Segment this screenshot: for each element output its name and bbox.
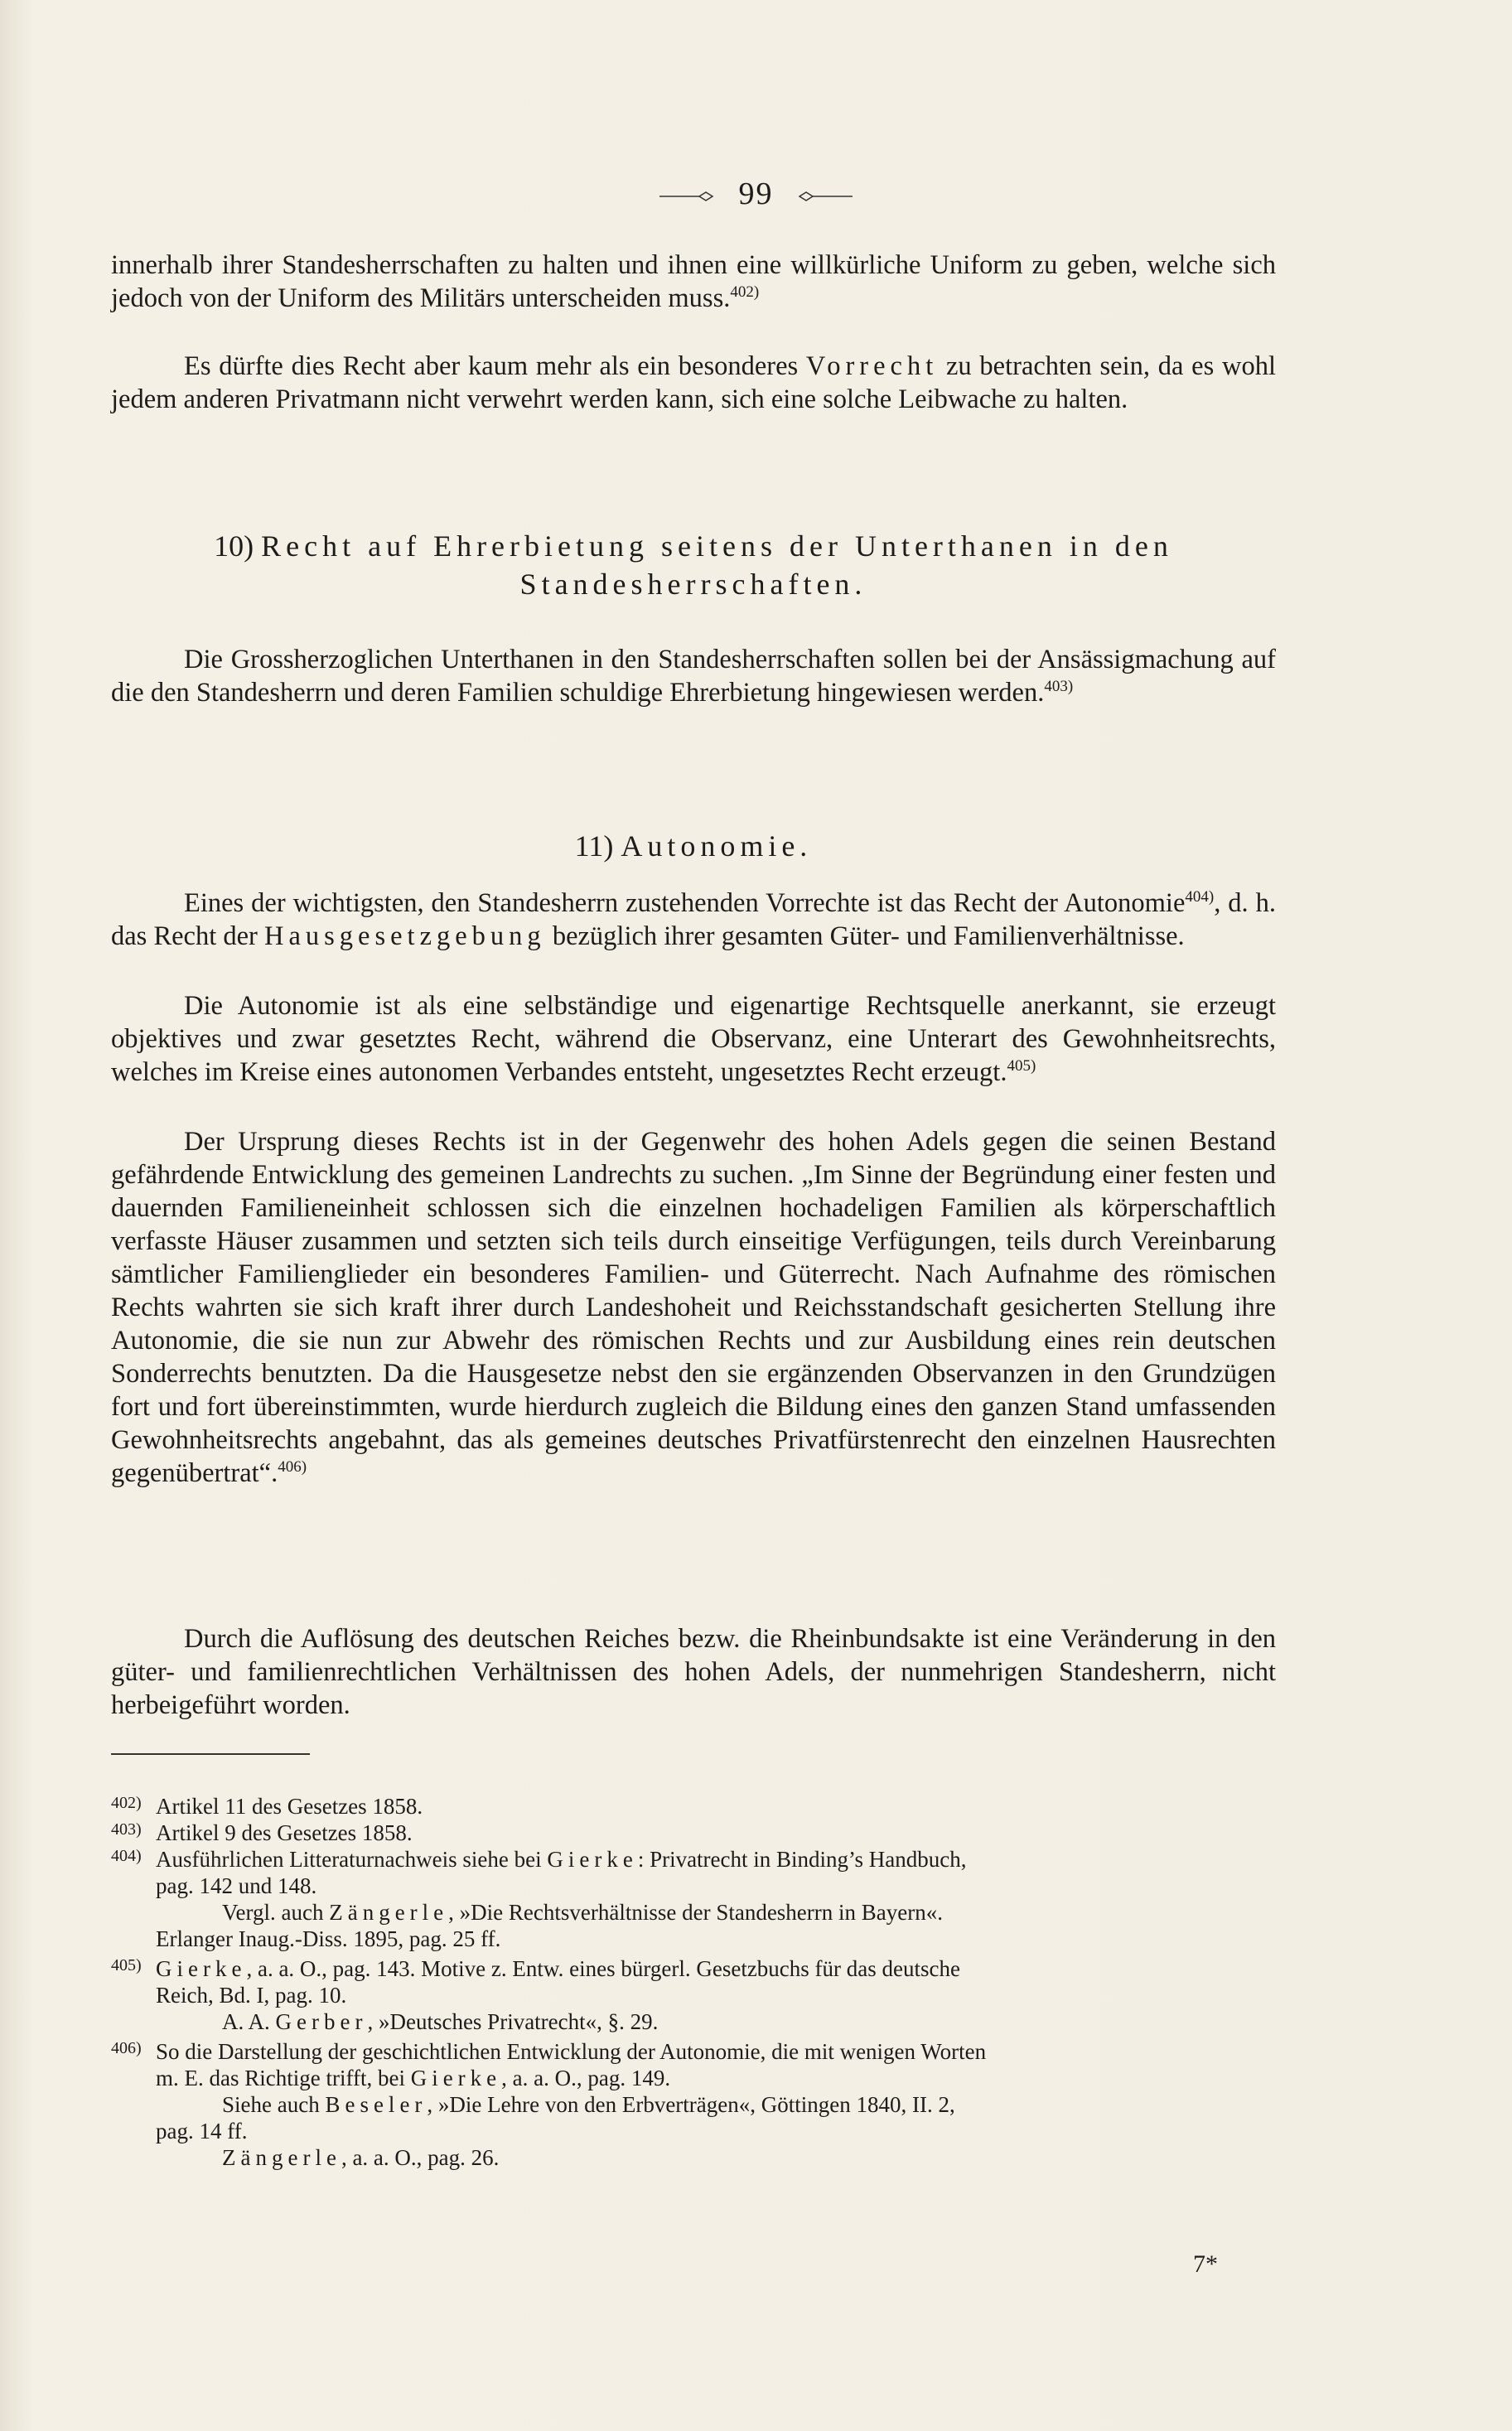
author-name: Beseler	[325, 2092, 428, 2117]
author-name: Gierke	[410, 2066, 502, 2090]
footnote-403	[111, 1816, 1276, 1846]
footnote-text: Erlanger Inaug.-Diss. 1895, pag. 25 ff.	[156, 1926, 501, 1951]
section-heading-10	[111, 527, 1276, 603]
footnote-ref-402: 402)	[730, 283, 760, 302]
footnote-text: , »Die Lehre von den Erbverträgen«, Göttingen 1840, II. 2,	[427, 2092, 955, 2117]
footnote-text: : Privatrecht in Binding’s Handbuch,	[637, 1847, 967, 1872]
footnote-text: Siehe auch	[222, 2092, 326, 2117]
footnote-number: 405)	[111, 1956, 142, 1974]
section-number: 10)	[214, 529, 254, 563]
section-title-line-2: Standesherrschaften.	[519, 568, 867, 601]
paragraph-text: Der Ursprung dieses Rechts ist in der Gegenwehr des hohen Adels gegen die seinen Bestand gefährdende Entwicklung des gemeinen Landrechts zu suchen. „Im Sinne der Begründung einer festen und dauernden Familieneinheit schlossen sich die einzelnen hochadeligen Familien als körperschaftlich verfasste Häuser zusammen und setzten sich teils durch einseitige Verfügungen, teils durch Vereinbarung sämtlicher Familienglieder ein besonderes Familien- und Güterrecht. Nach Aufnahme des römischen Rechts wahrten sie sich kraft ihrer durch Landeshoheit und Reichsstandschaft gesicherten Stellung ihre Autonomie, die sie nun zur Abwehr des römischen Rechts und zur Ausbildung eines rein deutschen Sonderrechts benutzten. Da die Hausgesetze nebst den sie ergänzenden Observanzen in den Grundzügen fort und fort übereinstimmten, wurde hierdurch zugleich die Bildung eines den ganzen Stand umfassenden Gewohnheitsrechts angebahnt, das als gemeines deutsches Privatfürstenrecht den einzelnen Hausrechten gegenübertrat“.	[111, 1127, 1276, 1488]
paragraph-ehrerbietung	[111, 643, 1276, 709]
footnote-text: , a. a. O., pag. 143. Motive z. Entw. eines bürgerl. Gesetzbuchs für das deutsche	[246, 1956, 960, 1981]
author-name: Zängerle	[222, 2145, 341, 2170]
paragraph-text: Die Autonomie ist als eine selbständige und eigenartige Rechtsquelle anerkannt, sie erzeugt objektives und zwar gesetztes Recht, während die Observanz, eine Unterart des Gewohnheitsrechts, welches im Kreise eines autonomen Verbandes entsteht, ungesetztes Recht erzeugt.	[111, 991, 1276, 1087]
section-title-line-1: Recht auf Ehrerbietung seitens der Unterthanen in den	[261, 529, 1173, 563]
paragraph-rechtsquelle	[111, 989, 1276, 1089]
footnote-text: Reich, Bd. I, pag. 10.	[156, 1983, 347, 2008]
section-title: Autonomie.	[621, 829, 813, 863]
footnote-ref-403: 403)	[1044, 678, 1074, 696]
paragraph-text: Durch die Auflösung des deutschen Reiches bezw. die Rheinbundsakte ist eine Veränderung in den güter- und familienrechtlichen Verhältnissen des hohen Adels, der nunmehrigen Standesherrn, nicht herbeigeführt worden.	[111, 1624, 1276, 1720]
footnote-text: , a. a. O., pag. 149.	[501, 2066, 671, 2090]
section-number: 11)	[574, 829, 614, 863]
paragraph-text: Eines der wichtigsten, den Standesherrn zustehenden Vorrechte ist das Recht der Autonomie	[184, 888, 1186, 918]
footnote-number: 404)	[111, 1847, 142, 1865]
section-heading-11	[111, 827, 1276, 865]
paragraph-text: innerhalb ihrer Standesherrschaften zu halten und ihnen eine willkürliche Uniform zu geben, welche sich jedoch von der Uniform des Militärs unterscheiden muss.	[111, 250, 1276, 313]
footnote-402	[111, 1790, 1276, 1820]
footnote-text: , »Die Rechtsverhältnisse der Standesherrn in Bayern«.	[448, 1900, 943, 1925]
paragraph-ursprung	[111, 1125, 1276, 1490]
paragraph-text: Es dürfte dies Recht aber kaum mehr als ein besonderes	[184, 351, 806, 381]
footnote-text: Artikel 11 des Gesetzes 1858.	[156, 1794, 423, 1819]
paragraph-uniform	[111, 249, 1276, 315]
footnote-text: , a. a. O., pag. 26.	[341, 2145, 500, 2170]
footnote-text: Ausführlichen Litteraturnachweis siehe bei	[156, 1847, 548, 1872]
paragraph-text: Die Grossherzoglichen Unterthanen in den Standesherrschaften sollen bei der Ansässigmachung auf die den Standesherrn und deren Familien schuldige Ehrerbietung hingewiesen werden.	[111, 645, 1276, 708]
footnote-number: 402)	[111, 1794, 142, 1812]
footnote-number: 406)	[111, 2039, 142, 2057]
emphasis-vorrecht: Vorrecht	[805, 351, 939, 381]
paragraph-vorrecht	[111, 350, 1276, 416]
footnote-404	[111, 1843, 1276, 1952]
paragraph-text: zu betrachten sein, da es wohl jedem anderen Privatmann nicht verwehrt werden kann, sich eine solche Leibwache zu halten.	[111, 351, 1276, 414]
footnote-text: Vergl. auch	[222, 1900, 330, 1925]
footnote-405	[111, 1952, 1276, 2035]
paragraph-autonomie-recht	[111, 887, 1276, 953]
footnote-text: A. A.	[222, 2009, 276, 2034]
footnote-text: So die Darstellung der geschichtlichen Entwicklung der Autonomie, die mit wenigen Worten	[156, 2039, 987, 2064]
left-ornament-icon	[659, 191, 717, 202]
page-number: 99	[738, 176, 774, 211]
footnote-ref-404: 404)	[1185, 888, 1215, 906]
author-name: Gierke	[156, 1956, 247, 1981]
footnote-ref-405: 405)	[1007, 1057, 1036, 1075]
footnote-text: m. E. das Richtige trifft, bei	[156, 2066, 411, 2090]
footnote-text: pag. 142 und 148.	[156, 1873, 317, 1898]
paragraph-text: , d. h. das Recht der	[111, 888, 1276, 951]
signature-mark: 7*	[1193, 2250, 1218, 2278]
footnote-ref-406: 406)	[278, 1458, 307, 1476]
emphasis-hausgesetzgebung: Hausgesetzgebung	[264, 921, 546, 951]
author-name: Gerber	[275, 2009, 368, 2034]
footnote-text: , »Deutsches Privatrecht«, §. 29.	[367, 2009, 659, 2034]
right-ornament-icon	[795, 191, 853, 202]
footnote-number: 403)	[111, 1820, 142, 1839]
page-header	[0, 176, 1512, 212]
author-name: Zängerle	[329, 1900, 449, 1925]
paragraph-text: bezüglich ihrer gesamten Güter- und Familienverhältnisse.	[545, 921, 1185, 951]
footnote-divider	[111, 1753, 310, 1755]
footnote-406	[111, 2035, 1276, 2171]
author-name: Gierke	[547, 1847, 638, 1872]
paragraph-aufloesung	[111, 1622, 1276, 1722]
footnote-text: Artikel 9 des Gesetzes 1858.	[156, 1820, 413, 1845]
footnote-text: pag. 14 ff.	[156, 2119, 248, 2143]
